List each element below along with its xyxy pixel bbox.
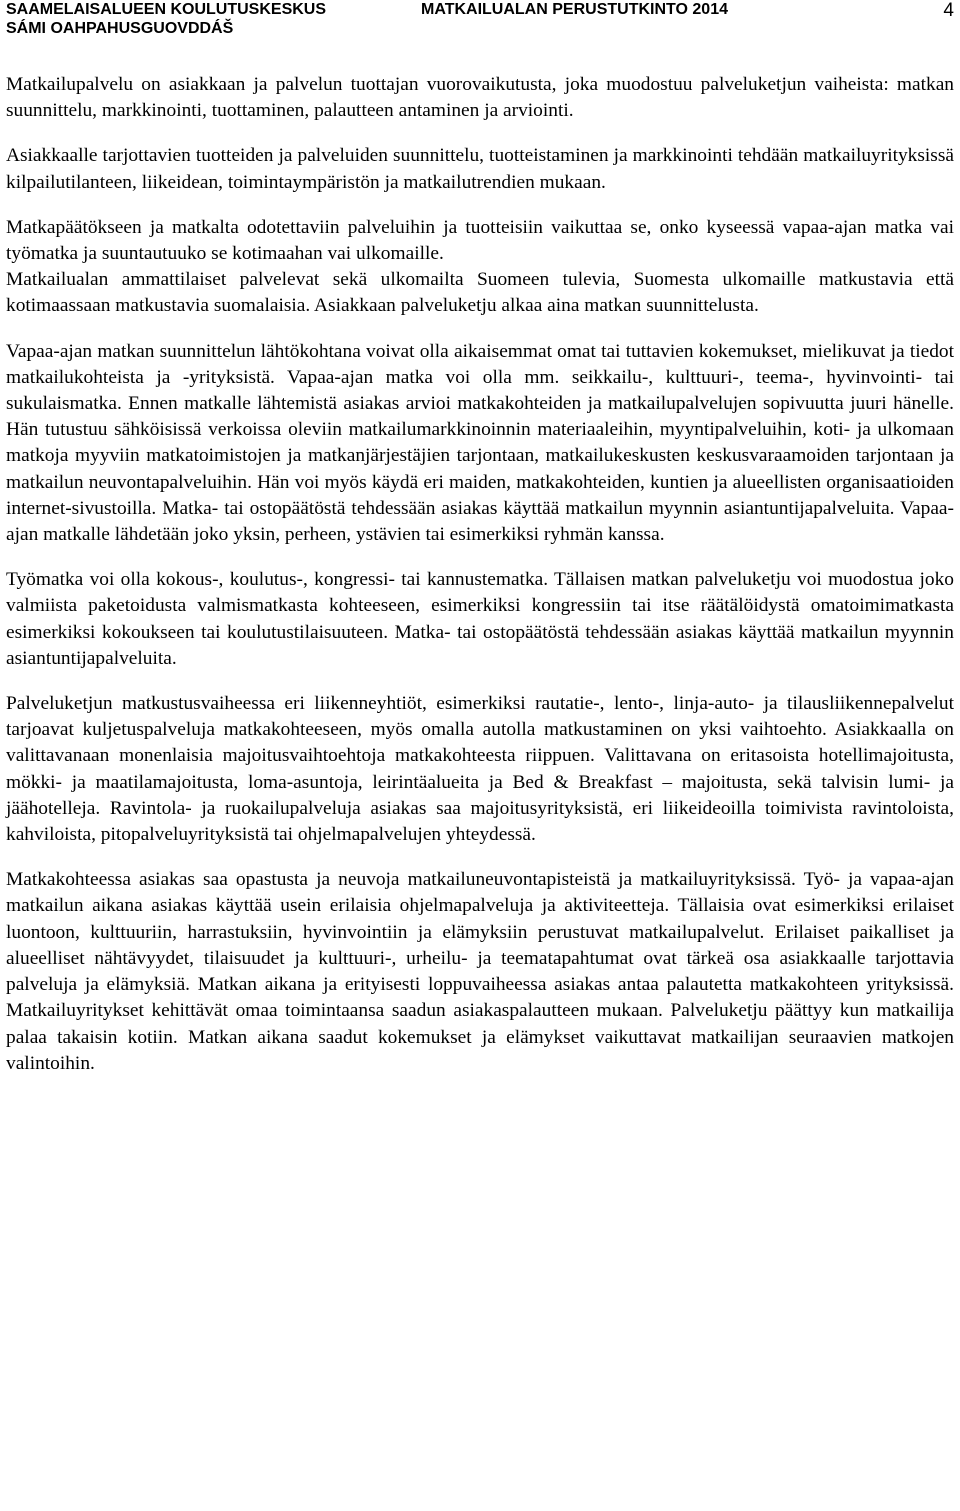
organization-name-sami: SÁMI OAHPAHUSGUOVDDÁŠ — [6, 20, 234, 37]
paragraph-travel-decision: Matkapäätökseen ja matkalta odotettaviin palveluihin ja tuotteisiin vaikuttaa se, onko kyseessä vapaa-ajan matka vai työmatka ja suuntautuuko se kotimaahan vai ulkomaille. — [6, 216, 954, 265]
paragraph-leisure-travel: Vapaa-ajan matkan suunnittelun lähtökohtana voivat olla aikaisemmat omat tai tuttavien kokemukset, mielikuvat ja tiedot matkailukohteista ja -yrityksistä. Vapaa-ajan matka voi olla mm. seikkailu-, kulttuuri-, teema-, hyvinvointi- tai sukulaismatka. Ennen matkalle lähtemistä asiakas arvioi matkakohteiden ja matkailupalvelujen sopivuutta juuri hänelle. Hän tutustuu sähköisissä verkoissa oleviin matkailumarkkinoinnin materiaaleihin, myyntipalveluihin, koti- ja ulkomaan matkoja myyviin matkatoimistojen ja matkanjärjestäjien tarjontaan, matkailukeskusten keskusvaraamoiden tarjontaan ja matkailun neuvontapalveluihin. Hän voi myös käydä eri maiden, matkakohteiden, kuntien ja alueellisten organisaatioiden internet-sivustoilla. Matka- tai ostopäätöstä tehdessään asiakas käyttää matkailun myynnin asiantuntijapalveluita. Vapaa-ajan matkalle lähdetään joko yksin, perheen, ystävien tai esimerkiksi ryhmän kanssa. — [6, 340, 954, 546]
degree-title: MATKAILUALAN PERUSTUTKINTO 2014 — [421, 1, 728, 18]
paragraph-planning: Asiakkaalle tarjottavien tuotteiden ja palveluiden suunnittelu, tuotteistaminen ja markkinointi tehdään matkailuyrityksissä kilpailutilanteen, liikeidean, toimintaympäristön ja matkailutrendien mukaan. — [6, 145, 954, 193]
page-header — [6, 0, 954, 40]
paragraph-travel-phase: Palveluketjun matkustusvaiheessa eri liikenneyhtiöt, esimerkiksi rautatie-, lento-, linja-auto- ja tilausliikennepalvelut tarjoavat kuljetuspalveluja matkakohteeseen, myös omalla autolla matkustaminen on yksi vaihtoehto. Asiakkaalla on valittavanaan monenlaisia majoitusvaihtoehtoja matkakohteesta riippuen. Valittavana on eritasoista hotellimajoitusta, mökki- ja maatilamajoitusta, loma-asuntoja, leirintäalueita ja Bed & Breakfast – majoitusta, sekä talvisin lumi- ja jäähotelleja. Ravintola- ja ruokailupalveluja asiakas saa majoitusyrityksistä, eri liikeideoilla toimivista ravintoloista, kahviloista, pitopalveluyrityksistä tai ohjelmapalvelujen yhteydessä. — [6, 693, 954, 846]
paragraph-professionals: Matkailualan ammattilaiset palvelevat sekä ulkomailta Suomeen tulevia, Suomesta ulkomaille matkustavia että kotimaassaan matkustavia suomalaisia. Asiakkaan palveluketju alkaa aina matkan suunnittelusta. — [6, 269, 954, 317]
paragraph-intro: Matkailupalvelu on asiakkaan ja palvelun tuottajan vuorovaikutusta, joka muodostuu palveluketjun vaiheista: matkan suunnittelu, markkinointi, tuottaminen, palautteen antaminen ja arviointi. — [6, 74, 954, 122]
document-body — [6, 72, 954, 1096]
page-number: 4 — [943, 0, 954, 21]
paragraph-business-travel: Työmatka voi olla kokous-, koulutus-, kongressi- tai kannustematka. Tällaisen matkan palveluketju voi muodostua joko valmiista paketoidusta valmismatkasta kohteeseen, esimerkiksi kongressiin tai itse räätälöidystä omatoimimatkasta esimerkiksi kokoukseen tai koulutustilaisuuteen. Matka- tai ostopäätöstä tehdessään asiakas käyttää matkailun myynnin asiantuntijapalveluita. — [6, 569, 954, 669]
paragraph-destination: Matkakohteessa asiakas saa opastusta ja neuvoja matkailuneuvontapisteistä ja matkailuyrityksissä. Työ- ja vapaa-ajan matkailun aikana asiakas käyttää usein erilaisia ohjelmapalveluja ja aktiviteetteja. Tällaisia ovat esimerkiksi erilaiset luontoon, kulttuuriin, harrastuksiin, hyvinvointiin ja elämyksiin perustuvat matkailupalvelut. Erilaiset paikalliset ja alueelliset nähtävyydet, tilaisuudet ja kulttuuri-, urheilu- ja teematapahtumat ovat tärkeä osa asiakkaalle tarjottavia palveluja ja elämyksiä. Matkan aikana ja erityisesti loppuvaiheessa asiakas antaa palautetta matkakohteen yrityksissä. Matkailuyritykset kehittävät omaa toimintaansa saadun asiakaspalautteen mukaan. Palveluketju päättyy kun matkailija palaa takaisin kotiin. Matkan aikana saadut kokemukset ja elämykset vaikuttavat matkailijan seuraavien matkojen valintoihin. — [6, 869, 954, 1074]
organization-name: SAAMELAISALUEEN KOULUTUSKESKUS — [6, 1, 327, 18]
